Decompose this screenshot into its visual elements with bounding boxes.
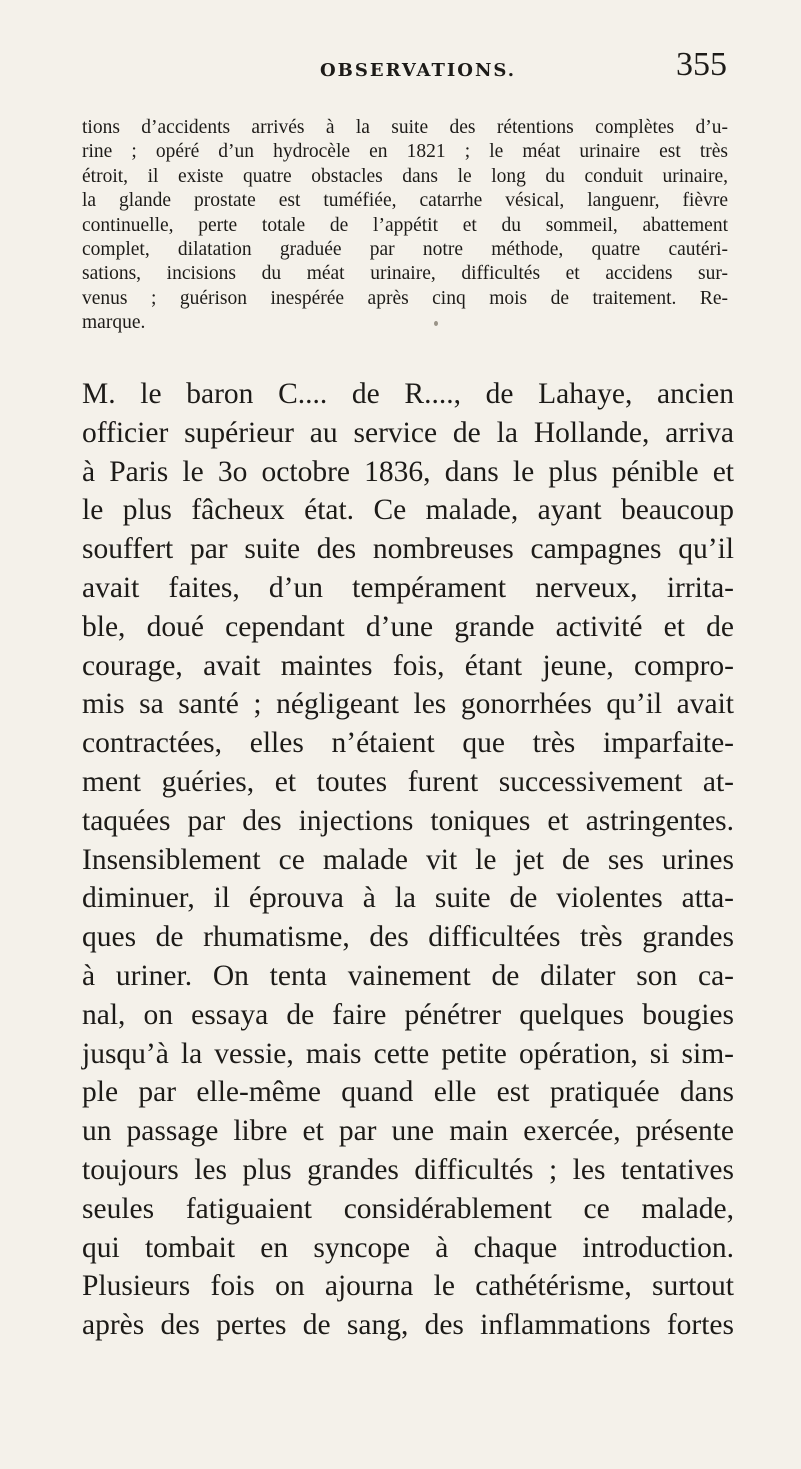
body-line: diminuer, il éprouva à la suite de violentes atta-	[82, 882, 734, 915]
body-line: officier supérieur au service de la Hollande, arriva	[82, 416, 734, 449]
body-line: toujours les plus grandes difficultés ; les tentatives	[82, 1153, 734, 1186]
printer-dot	[434, 321, 438, 326]
body-line: mis sa santé ; négligeant les gonorrhées qu’il avait	[82, 688, 734, 721]
observation-body	[82, 375, 734, 1345]
body-line: courage, avait maintes fois, étant jeune, compro-	[82, 649, 734, 682]
body-line: Plusieurs fois on ajourna le cathétérisme, surtout	[82, 1270, 734, 1303]
summary-line: étroit, il existe quatre obstacles dans le long du conduit urinaire,	[82, 165, 728, 187]
body-line: ble, doué cependant d’une grande activité et de	[82, 610, 734, 643]
body-line: ment guéries, et toutes furent successivement at-	[82, 765, 734, 798]
body-line: taquées par des injections toniques et astringentes.	[82, 804, 734, 837]
summary-line: continuelle, perte totale de l’appétit et du sommeil, abattement	[82, 214, 728, 236]
body-line: ple par elle-même quand elle est pratiquée dans	[82, 1076, 734, 1109]
running-title: OBSERVATIONS.	[320, 60, 517, 81]
body-line: à Paris le 3o octobre 1836, dans le plus pénible et	[82, 455, 734, 488]
summary-line: venus ; guérison inespérée après cinq mois de traitement. Re-	[82, 287, 728, 309]
observation-summary	[82, 116, 728, 336]
summary-line: la glande prostate est tuméfiée, catarrhe vésical, languenr, fièvre	[82, 190, 728, 212]
page-number: 355	[676, 46, 727, 83]
body-line: après des pertes de sang, des inflammations fortes	[82, 1309, 734, 1342]
body-line: avait faites, d’un tempérament nerveux, irrita-	[82, 571, 734, 604]
body-line: souffert par suite des nombreuses campagnes qu’il	[82, 533, 734, 566]
body-line: le plus fâcheux état. Ce malade, ayant beaucoup	[82, 494, 734, 527]
summary-line: tions d’accidents arrivés à la suite des rétentions complètes d’u-	[82, 117, 728, 138]
body-line: Insensiblement ce malade vit le jet de ses urines	[82, 843, 734, 876]
body-line: jusqu’à la vessie, mais cette petite opération, si sim-	[82, 1037, 734, 1070]
body-line: ques de rhumatisme, des difficultées très grandes	[82, 921, 734, 954]
body-line: seules fatiguaient considérablement ce malade,	[82, 1192, 734, 1225]
summary-line: marque.	[82, 312, 146, 334]
body-line: nal, on essaya de faire pénétrer quelques bougies	[82, 998, 734, 1031]
summary-line: complet, dilatation graduée par notre méthode, quatre cautéri-	[82, 238, 728, 260]
body-line: qui tombait en syncope à chaque introduction.	[82, 1231, 734, 1264]
body-line: M. le baron C.... de R...., de Lahaye, ancien	[82, 378, 734, 410]
body-line: à uriner. On tenta vainement de dilater son ca-	[82, 959, 734, 992]
body-line: un passage libre et par une main exercée, présente	[82, 1115, 734, 1148]
body-line: contractées, elles n’étaient que très imparfaite-	[82, 727, 734, 760]
summary-line: rine ; opéré d’un hydrocèle en 1821 ; le méat urinaire est très	[82, 141, 728, 163]
summary-line: sations, incisions du méat urinaire, difficultés et accidens sur-	[82, 263, 728, 285]
